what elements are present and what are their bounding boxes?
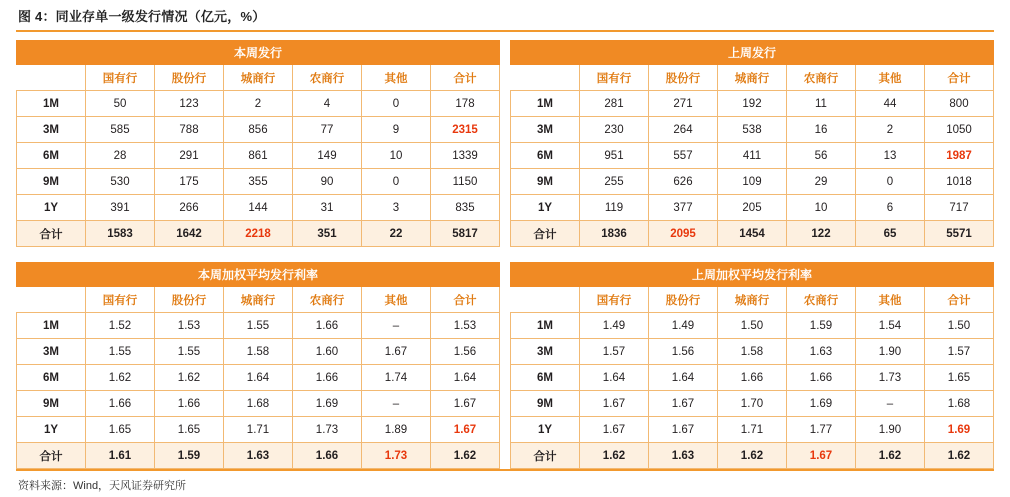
corner-cell — [17, 65, 86, 91]
table-cell: 1.63 — [224, 443, 293, 469]
table — [16, 40, 500, 247]
table-cell: 192 — [718, 91, 787, 117]
column-header-cell: 农商行 — [787, 287, 856, 313]
table-cell: 411 — [718, 143, 787, 169]
table-band-header — [511, 263, 994, 287]
table-cell: 1642 — [155, 221, 224, 247]
table-cell: 861 — [224, 143, 293, 169]
table-cell: 1339 — [431, 143, 500, 169]
table-cell: 1.67 — [431, 417, 500, 443]
table-cell: 1.50 — [925, 313, 994, 339]
table-cell: 2218 — [224, 221, 293, 247]
table-cell: 44 — [856, 91, 925, 117]
table-cell: 1.66 — [86, 391, 155, 417]
table-cell: 3 — [362, 195, 431, 221]
table-cell: 123 — [155, 91, 224, 117]
table-cell: 1.67 — [649, 417, 718, 443]
table-cell: 13 — [856, 143, 925, 169]
table-column-header — [511, 65, 994, 91]
table-cell: 2315 — [431, 117, 500, 143]
table-cell: 835 — [431, 195, 500, 221]
table-cell: 31 — [293, 195, 362, 221]
table-row — [17, 169, 500, 195]
row-label: 1Y — [511, 417, 580, 443]
table-cell: 1.62 — [86, 365, 155, 391]
table-cell: 1.90 — [856, 339, 925, 365]
table-cell: 1.66 — [718, 365, 787, 391]
column-header-cell: 合计 — [431, 65, 500, 91]
table-cell: – — [362, 391, 431, 417]
table-cell: 1.69 — [787, 391, 856, 417]
table-row — [511, 339, 994, 365]
table-cell: 1.67 — [431, 391, 500, 417]
table-cell: 951 — [580, 143, 649, 169]
table-cell: 391 — [86, 195, 155, 221]
column-header-cell: 其他 — [856, 287, 925, 313]
row-label: 1M — [511, 91, 580, 117]
table-cell: 1.77 — [787, 417, 856, 443]
table-this-week-issuance — [16, 40, 500, 247]
table-row — [511, 169, 994, 195]
table-cell: 122 — [787, 221, 856, 247]
table-cell: 1.67 — [580, 417, 649, 443]
table-cell: 1.55 — [155, 339, 224, 365]
table-cell: 1.58 — [224, 339, 293, 365]
row-label: 3M — [17, 339, 86, 365]
table-band-title: 上周发行 — [511, 41, 994, 65]
table-cell: 351 — [293, 221, 362, 247]
column-header-cell: 城商行 — [224, 287, 293, 313]
table-cell: 149 — [293, 143, 362, 169]
table-row — [511, 443, 994, 469]
table-cell: 1.63 — [787, 339, 856, 365]
column-header-cell: 合计 — [925, 287, 994, 313]
table-cell: 1.50 — [718, 313, 787, 339]
column-header-cell: 其他 — [362, 65, 431, 91]
table-cell: 9 — [362, 117, 431, 143]
table-cell: 530 — [86, 169, 155, 195]
row-label: 3M — [511, 117, 580, 143]
column-header-cell: 合计 — [925, 65, 994, 91]
column-header-cell: 股份行 — [155, 287, 224, 313]
table-cell: 1.62 — [856, 443, 925, 469]
row-label: 9M — [17, 391, 86, 417]
row-label: 1Y — [511, 195, 580, 221]
table-cell: 1583 — [86, 221, 155, 247]
table-cell: 856 — [224, 117, 293, 143]
table-cell: 1.90 — [856, 417, 925, 443]
column-header-cell: 国有行 — [580, 287, 649, 313]
table-cell: 266 — [155, 195, 224, 221]
column-header-cell: 城商行 — [718, 65, 787, 91]
table-cell: 1.54 — [856, 313, 925, 339]
table-cell: 119 — [580, 195, 649, 221]
table-cell: 109 — [718, 169, 787, 195]
table-row — [511, 365, 994, 391]
row-label: 1M — [511, 313, 580, 339]
table-cell: 1.62 — [580, 443, 649, 469]
table-cell: 0 — [856, 169, 925, 195]
figure-title-text: 图 4：同业存单一级发行情况（亿元，%） — [18, 8, 266, 24]
table-cell: 1.60 — [293, 339, 362, 365]
table-cell: 1.61 — [86, 443, 155, 469]
table-cell: 2 — [224, 91, 293, 117]
table-cell: 1.71 — [224, 417, 293, 443]
table-cell: 1.73 — [293, 417, 362, 443]
table-cell: 1.62 — [925, 443, 994, 469]
table-band-title: 本周加权平均发行利率 — [17, 263, 500, 287]
row-label: 1M — [17, 313, 86, 339]
table-cell: 1.66 — [787, 365, 856, 391]
column-header-cell: 城商行 — [224, 65, 293, 91]
table-cell: 1.52 — [86, 313, 155, 339]
table-cell: 0 — [362, 91, 431, 117]
table-cell: 281 — [580, 91, 649, 117]
table-cell: 10 — [787, 195, 856, 221]
table-cell: 1.57 — [580, 339, 649, 365]
table-cell: 1.53 — [431, 313, 500, 339]
table-band-title: 本周发行 — [17, 41, 500, 65]
corner-cell — [511, 65, 580, 91]
table-row — [17, 195, 500, 221]
table — [510, 262, 994, 469]
row-label: 1Y — [17, 417, 86, 443]
row-label: 6M — [511, 143, 580, 169]
table-cell: 1454 — [718, 221, 787, 247]
tables-row-bottom — [16, 262, 994, 469]
table-cell: 1.64 — [224, 365, 293, 391]
table-cell: 557 — [649, 143, 718, 169]
column-header-cell: 城商行 — [718, 287, 787, 313]
table-cell: 1.69 — [925, 417, 994, 443]
figure-title — [0, 0, 1010, 30]
table-cell: 1.66 — [293, 313, 362, 339]
table-cell: 1.65 — [86, 417, 155, 443]
table-cell: 1.64 — [649, 365, 718, 391]
table-last-week-rate — [510, 262, 994, 469]
table-cell: 65 — [856, 221, 925, 247]
table-cell: 1.55 — [224, 313, 293, 339]
table-row — [511, 221, 994, 247]
table-cell: 178 — [431, 91, 500, 117]
table-cell: 717 — [925, 195, 994, 221]
table-row — [17, 417, 500, 443]
table-cell: 355 — [224, 169, 293, 195]
row-label: 3M — [17, 117, 86, 143]
table-band-title: 上周加权平均发行利率 — [511, 263, 994, 287]
table-cell: 264 — [649, 117, 718, 143]
table-cell: 1.70 — [718, 391, 787, 417]
column-header-cell: 其他 — [362, 287, 431, 313]
table-cell: 4 — [293, 91, 362, 117]
table-row — [511, 91, 994, 117]
table-column-header — [511, 287, 994, 313]
table-cell: 255 — [580, 169, 649, 195]
table-cell: 1.67 — [649, 391, 718, 417]
table-cell: 1150 — [431, 169, 500, 195]
column-header-cell: 农商行 — [293, 65, 362, 91]
table-cell: 1.59 — [155, 443, 224, 469]
table-cell: 10 — [362, 143, 431, 169]
column-header-cell: 其他 — [856, 65, 925, 91]
table-cell: 291 — [155, 143, 224, 169]
title-divider — [16, 30, 994, 32]
table-gap — [500, 40, 510, 247]
table-cell: 1.66 — [293, 365, 362, 391]
row-label: 6M — [17, 365, 86, 391]
table-cell: 1.62 — [431, 443, 500, 469]
row-label: 9M — [511, 169, 580, 195]
table-row — [511, 391, 994, 417]
table-cell: 230 — [580, 117, 649, 143]
table-this-week-rate — [16, 262, 500, 469]
table-cell: 1.69 — [293, 391, 362, 417]
table-cell: 1.59 — [787, 313, 856, 339]
table-cell: 1018 — [925, 169, 994, 195]
row-label: 9M — [511, 391, 580, 417]
table-band-header — [511, 41, 994, 65]
corner-cell — [511, 287, 580, 313]
table-cell: 11 — [787, 91, 856, 117]
column-header-cell: 农商行 — [293, 287, 362, 313]
row-label: 3M — [511, 339, 580, 365]
table-cell: 1.89 — [362, 417, 431, 443]
table-cell: 5571 — [925, 221, 994, 247]
table-cell: 1.66 — [293, 443, 362, 469]
table-cell: 1.53 — [155, 313, 224, 339]
table-cell: 1050 — [925, 117, 994, 143]
table-cell: 1.62 — [718, 443, 787, 469]
table-cell: 1.67 — [787, 443, 856, 469]
table-cell: 16 — [787, 117, 856, 143]
table-cell: 1.56 — [649, 339, 718, 365]
table-cell: 205 — [718, 195, 787, 221]
column-header-cell: 合计 — [431, 287, 500, 313]
table-cell: 1.55 — [86, 339, 155, 365]
table-row — [17, 91, 500, 117]
table-row — [17, 365, 500, 391]
table-cell: 1.64 — [580, 365, 649, 391]
column-header-cell: 国有行 — [86, 65, 155, 91]
table — [510, 40, 994, 247]
table-row — [17, 443, 500, 469]
table-column-header — [17, 65, 500, 91]
table-cell: 144 — [224, 195, 293, 221]
table-row — [17, 143, 500, 169]
table-cell: 5817 — [431, 221, 500, 247]
row-label: 1M — [17, 91, 86, 117]
table-cell: 77 — [293, 117, 362, 143]
table-cell: 56 — [787, 143, 856, 169]
table-band-header — [17, 263, 500, 287]
table-cell: – — [856, 391, 925, 417]
corner-cell — [17, 287, 86, 313]
table-row — [511, 195, 994, 221]
table-cell: 175 — [155, 169, 224, 195]
table-cell: 1.49 — [649, 313, 718, 339]
table-row — [17, 391, 500, 417]
table-cell: 1.58 — [718, 339, 787, 365]
table-cell: 788 — [155, 117, 224, 143]
table-row — [511, 417, 994, 443]
table-cell: 1.68 — [925, 391, 994, 417]
table-cell: 22 — [362, 221, 431, 247]
table-row — [17, 339, 500, 365]
row-label: 6M — [17, 143, 86, 169]
table-row — [17, 117, 500, 143]
table-cell: 1.71 — [718, 417, 787, 443]
table-cell: 28 — [86, 143, 155, 169]
table-cell: 1836 — [580, 221, 649, 247]
table-column-header — [17, 287, 500, 313]
table-cell: 377 — [649, 195, 718, 221]
table-cell: 1.62 — [155, 365, 224, 391]
column-header-cell: 国有行 — [580, 65, 649, 91]
table-row — [17, 221, 500, 247]
column-header-cell: 股份行 — [649, 65, 718, 91]
table-cell: 90 — [293, 169, 362, 195]
table-cell: 1.74 — [362, 365, 431, 391]
column-header-cell: 农商行 — [787, 65, 856, 91]
table-cell: 1.67 — [580, 391, 649, 417]
row-label: 合计 — [511, 221, 580, 247]
column-header-cell: 股份行 — [649, 287, 718, 313]
footer-divider — [16, 469, 994, 471]
table-row — [511, 313, 994, 339]
table-cell: 2095 — [649, 221, 718, 247]
source-note: 资料来源：Wind，天风证券研究所 — [18, 480, 187, 492]
table-gap — [500, 262, 510, 469]
row-label: 1Y — [17, 195, 86, 221]
table-cell: 6 — [856, 195, 925, 221]
column-header-cell: 股份行 — [155, 65, 224, 91]
table-cell: 1.68 — [224, 391, 293, 417]
table-cell: 1.57 — [925, 339, 994, 365]
table-cell: 2 — [856, 117, 925, 143]
row-label: 合计 — [511, 443, 580, 469]
table-cell: 1.73 — [362, 443, 431, 469]
table-cell: 1.49 — [580, 313, 649, 339]
row-label: 6M — [511, 365, 580, 391]
table-last-week-issuance — [510, 40, 994, 247]
table-cell: 1987 — [925, 143, 994, 169]
row-label: 合计 — [17, 443, 86, 469]
table-cell: 1.56 — [431, 339, 500, 365]
table-cell: 1.67 — [362, 339, 431, 365]
column-header-cell: 国有行 — [86, 287, 155, 313]
table-cell: 1.66 — [155, 391, 224, 417]
table-cell: 50 — [86, 91, 155, 117]
table-row — [17, 313, 500, 339]
table-cell: – — [362, 313, 431, 339]
table-cell: 0 — [362, 169, 431, 195]
table-cell: 271 — [649, 91, 718, 117]
table-cell: 585 — [86, 117, 155, 143]
table-cell: 1.65 — [925, 365, 994, 391]
table-cell: 1.63 — [649, 443, 718, 469]
table-row — [511, 117, 994, 143]
table-cell: 800 — [925, 91, 994, 117]
table — [16, 262, 500, 469]
row-label: 合计 — [17, 221, 86, 247]
table-cell: 29 — [787, 169, 856, 195]
table-cell: 1.65 — [155, 417, 224, 443]
table-row — [511, 143, 994, 169]
table-cell: 1.73 — [856, 365, 925, 391]
tables-row-top — [16, 40, 994, 247]
table-cell: 1.64 — [431, 365, 500, 391]
row-label: 9M — [17, 169, 86, 195]
table-band-header — [17, 41, 500, 65]
table-cell: 538 — [718, 117, 787, 143]
table-cell: 626 — [649, 169, 718, 195]
